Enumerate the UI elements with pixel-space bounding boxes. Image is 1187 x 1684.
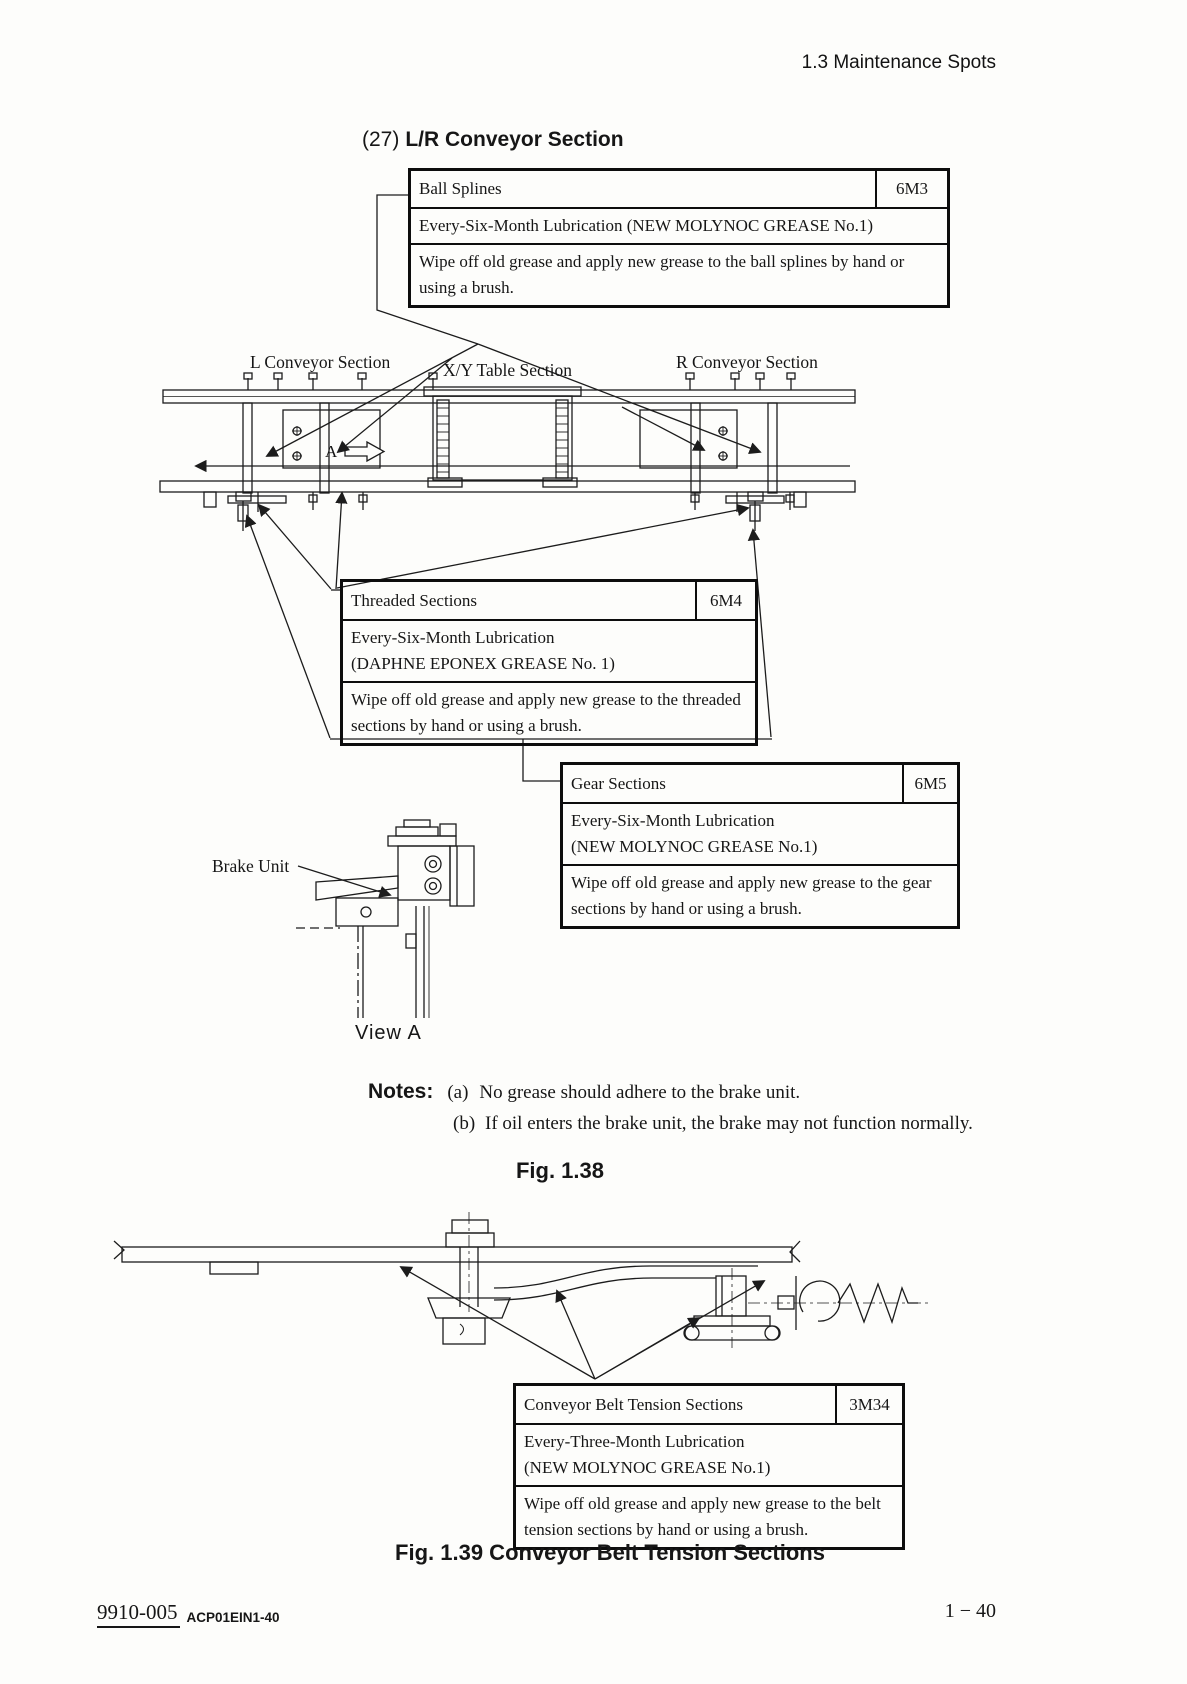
table-title-cell: Conveyor Belt Tension Sections: [524, 1394, 744, 1414]
table-interval-cell: [563, 804, 825, 864]
notes-label: Notes:: [368, 1080, 434, 1103]
notes-block: [368, 1080, 1078, 1135]
label-l-conveyor: L Conveyor Section: [250, 352, 391, 372]
threaded-sections-table: [340, 579, 758, 746]
right-conveyor-parts: [640, 403, 777, 493]
note-marker-b: (b): [453, 1113, 476, 1134]
note-text-a: No grease should adhere to the brake unit.: [479, 1082, 801, 1103]
interval-line2: (DAPHNE EPONEX GREASE No. 1): [351, 654, 615, 673]
bottom-parts: [204, 492, 806, 531]
threaded-callouts: [259, 493, 748, 590]
footer-page-number: 1 − 40: [944, 1600, 996, 1622]
table-instruction-cell: Wipe off old grease and apply new grease to the ball splines by hand or using a brush.: [419, 252, 905, 297]
gear-sections-table: [560, 762, 960, 929]
doc-number: 9910-005: [97, 1600, 180, 1628]
table-interval-cell: [516, 1425, 778, 1485]
table-instruction-cell: Wipe off old grease and apply new grease to the gear sections by hand or using a brush.: [571, 873, 932, 918]
section-title-text: L/R Conveyor Section: [405, 128, 624, 151]
fig-1-39-caption: Fig. 1.39 Conveyor Belt Tension Sections: [395, 1540, 825, 1565]
belt-tension-diagram: [114, 1212, 932, 1379]
interval-line1: Every-Six-Month Lubrication: [571, 811, 775, 830]
interval-line1: Every-Six-Month Lubrication: [351, 628, 555, 647]
section-title: [362, 128, 624, 152]
footer-document-code: [97, 1600, 280, 1628]
table-code-cell: 6M3: [875, 171, 947, 207]
table-code-cell: 6M5: [902, 765, 957, 802]
table-instruction-cell: Wipe off old grease and apply new grease to the threaded sections by hand or using a brush.: [351, 690, 741, 735]
section-number: (27): [362, 128, 400, 151]
brake-unit-diagram: [296, 820, 474, 1018]
left-conveyor-parts: [243, 403, 380, 493]
label-view-direction-a: A: [325, 442, 338, 461]
table-code-cell: 3M34: [835, 1386, 902, 1423]
table-title-cell: Ball Splines: [419, 179, 502, 198]
fig-1-38-caption: Fig. 1.38: [515, 1158, 605, 1183]
table-title-cell: Gear Sections: [571, 773, 666, 793]
page-header: 1.3 Maintenance Spots: [801, 52, 996, 73]
label-view-a: View A: [355, 1022, 422, 1044]
interval-line1: Every-Three-Month Lubrication: [524, 1432, 745, 1451]
table-instruction-cell: Wipe off old grease and apply new grease to the belt tension sections by hand or using a brush.: [524, 1494, 881, 1539]
table-title-cell: Threaded Sections: [351, 590, 478, 610]
label-brake-unit: Brake Unit: [212, 856, 290, 876]
conveyor-machine-diagram: [160, 373, 855, 531]
table-code-cell: 6M4: [695, 582, 755, 619]
table-interval-cell: Every-Six-Month Lubrication (NEW MOLYNOC GREASE No.1): [419, 216, 874, 235]
interval-line2: (NEW MOLYNOC GREASE No.1): [524, 1458, 771, 1477]
label-r-conveyor: R Conveyor Section: [676, 352, 818, 372]
note-marker-a: (a): [447, 1082, 469, 1103]
table-interval-cell: [343, 621, 623, 681]
belt-tension-table: [513, 1383, 905, 1550]
xy-table-parts: [424, 387, 581, 487]
doc-revision: ACP01EIN1-40: [186, 1610, 280, 1625]
interval-line2: (NEW MOLYNOC GREASE No.1): [571, 837, 818, 856]
ball-splines-table: [408, 168, 950, 308]
note-text-b: If oil enters the brake unit, the brake may not function normally.: [485, 1113, 973, 1134]
label-xy-table: X/Y Table Section: [443, 360, 573, 380]
view-a-block-arrow: [345, 442, 384, 461]
